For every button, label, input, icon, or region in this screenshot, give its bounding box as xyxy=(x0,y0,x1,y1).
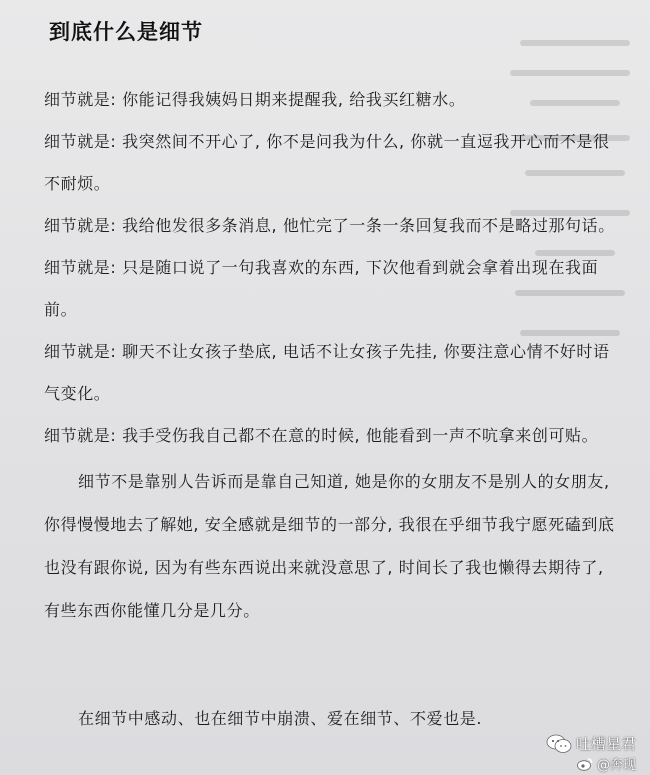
detail-paragraph-3: 细节就是: 我给他发很多条消息, 他忙完了一条一条回复我而不是略过那句话。 xyxy=(44,216,615,235)
weibo-icon xyxy=(577,757,593,771)
wechat-account-name: 吐槽星君 xyxy=(575,735,636,753)
wechat-icon xyxy=(546,734,572,754)
detail-paragraph-6: 细节就是: 我手受伤我自己都不在意的时候, 他能看到一声不吭拿来创可贴。 xyxy=(44,426,599,445)
document-title: 到底什么是细节 xyxy=(49,20,203,44)
weibo-account-name: @奔现 xyxy=(596,758,636,773)
closing-line: 在细节中感动、也在细节中崩溃、爱在细节、不爱也是. xyxy=(78,709,483,728)
detail-paragraph-5: 细节就是: 聊天不让女孩子垫底, 电话不让女孩子先挂, 你要注意心情不好时语气变化。 xyxy=(44,342,610,403)
detail-paragraph-1: 细节就是: 你能记得我姨妈日期来提醒我, 给我买红糖水。 xyxy=(44,90,466,109)
document-body xyxy=(44,79,619,632)
detail-paragraph-4: 细节就是: 只是随口说了一句我喜欢的东西, 下次他看到就会拿着出现在我面前。 xyxy=(44,258,599,319)
wechat-watermark xyxy=(546,733,636,754)
weibo-watermark xyxy=(577,754,636,773)
detail-paragraph-2: 细节就是: 我突然间不开心了, 你不是问我为什么, 你就一直逗我开心而不是很不耐烦。 xyxy=(44,132,610,193)
summary-paragraph: 细节不是靠别人告诉而是靠自己知道, 她是你的女朋友不是别人的女朋友, 你得慢慢地去了解她, 安全感就是细节的一部分, 我很在乎细节我宁愿死磕到底也没有跟你说, 因为有些东西说出来就没意思了, 时间长了我也懒得去期待了, 有些东西你能懂几分是几分。 xyxy=(44,472,615,620)
